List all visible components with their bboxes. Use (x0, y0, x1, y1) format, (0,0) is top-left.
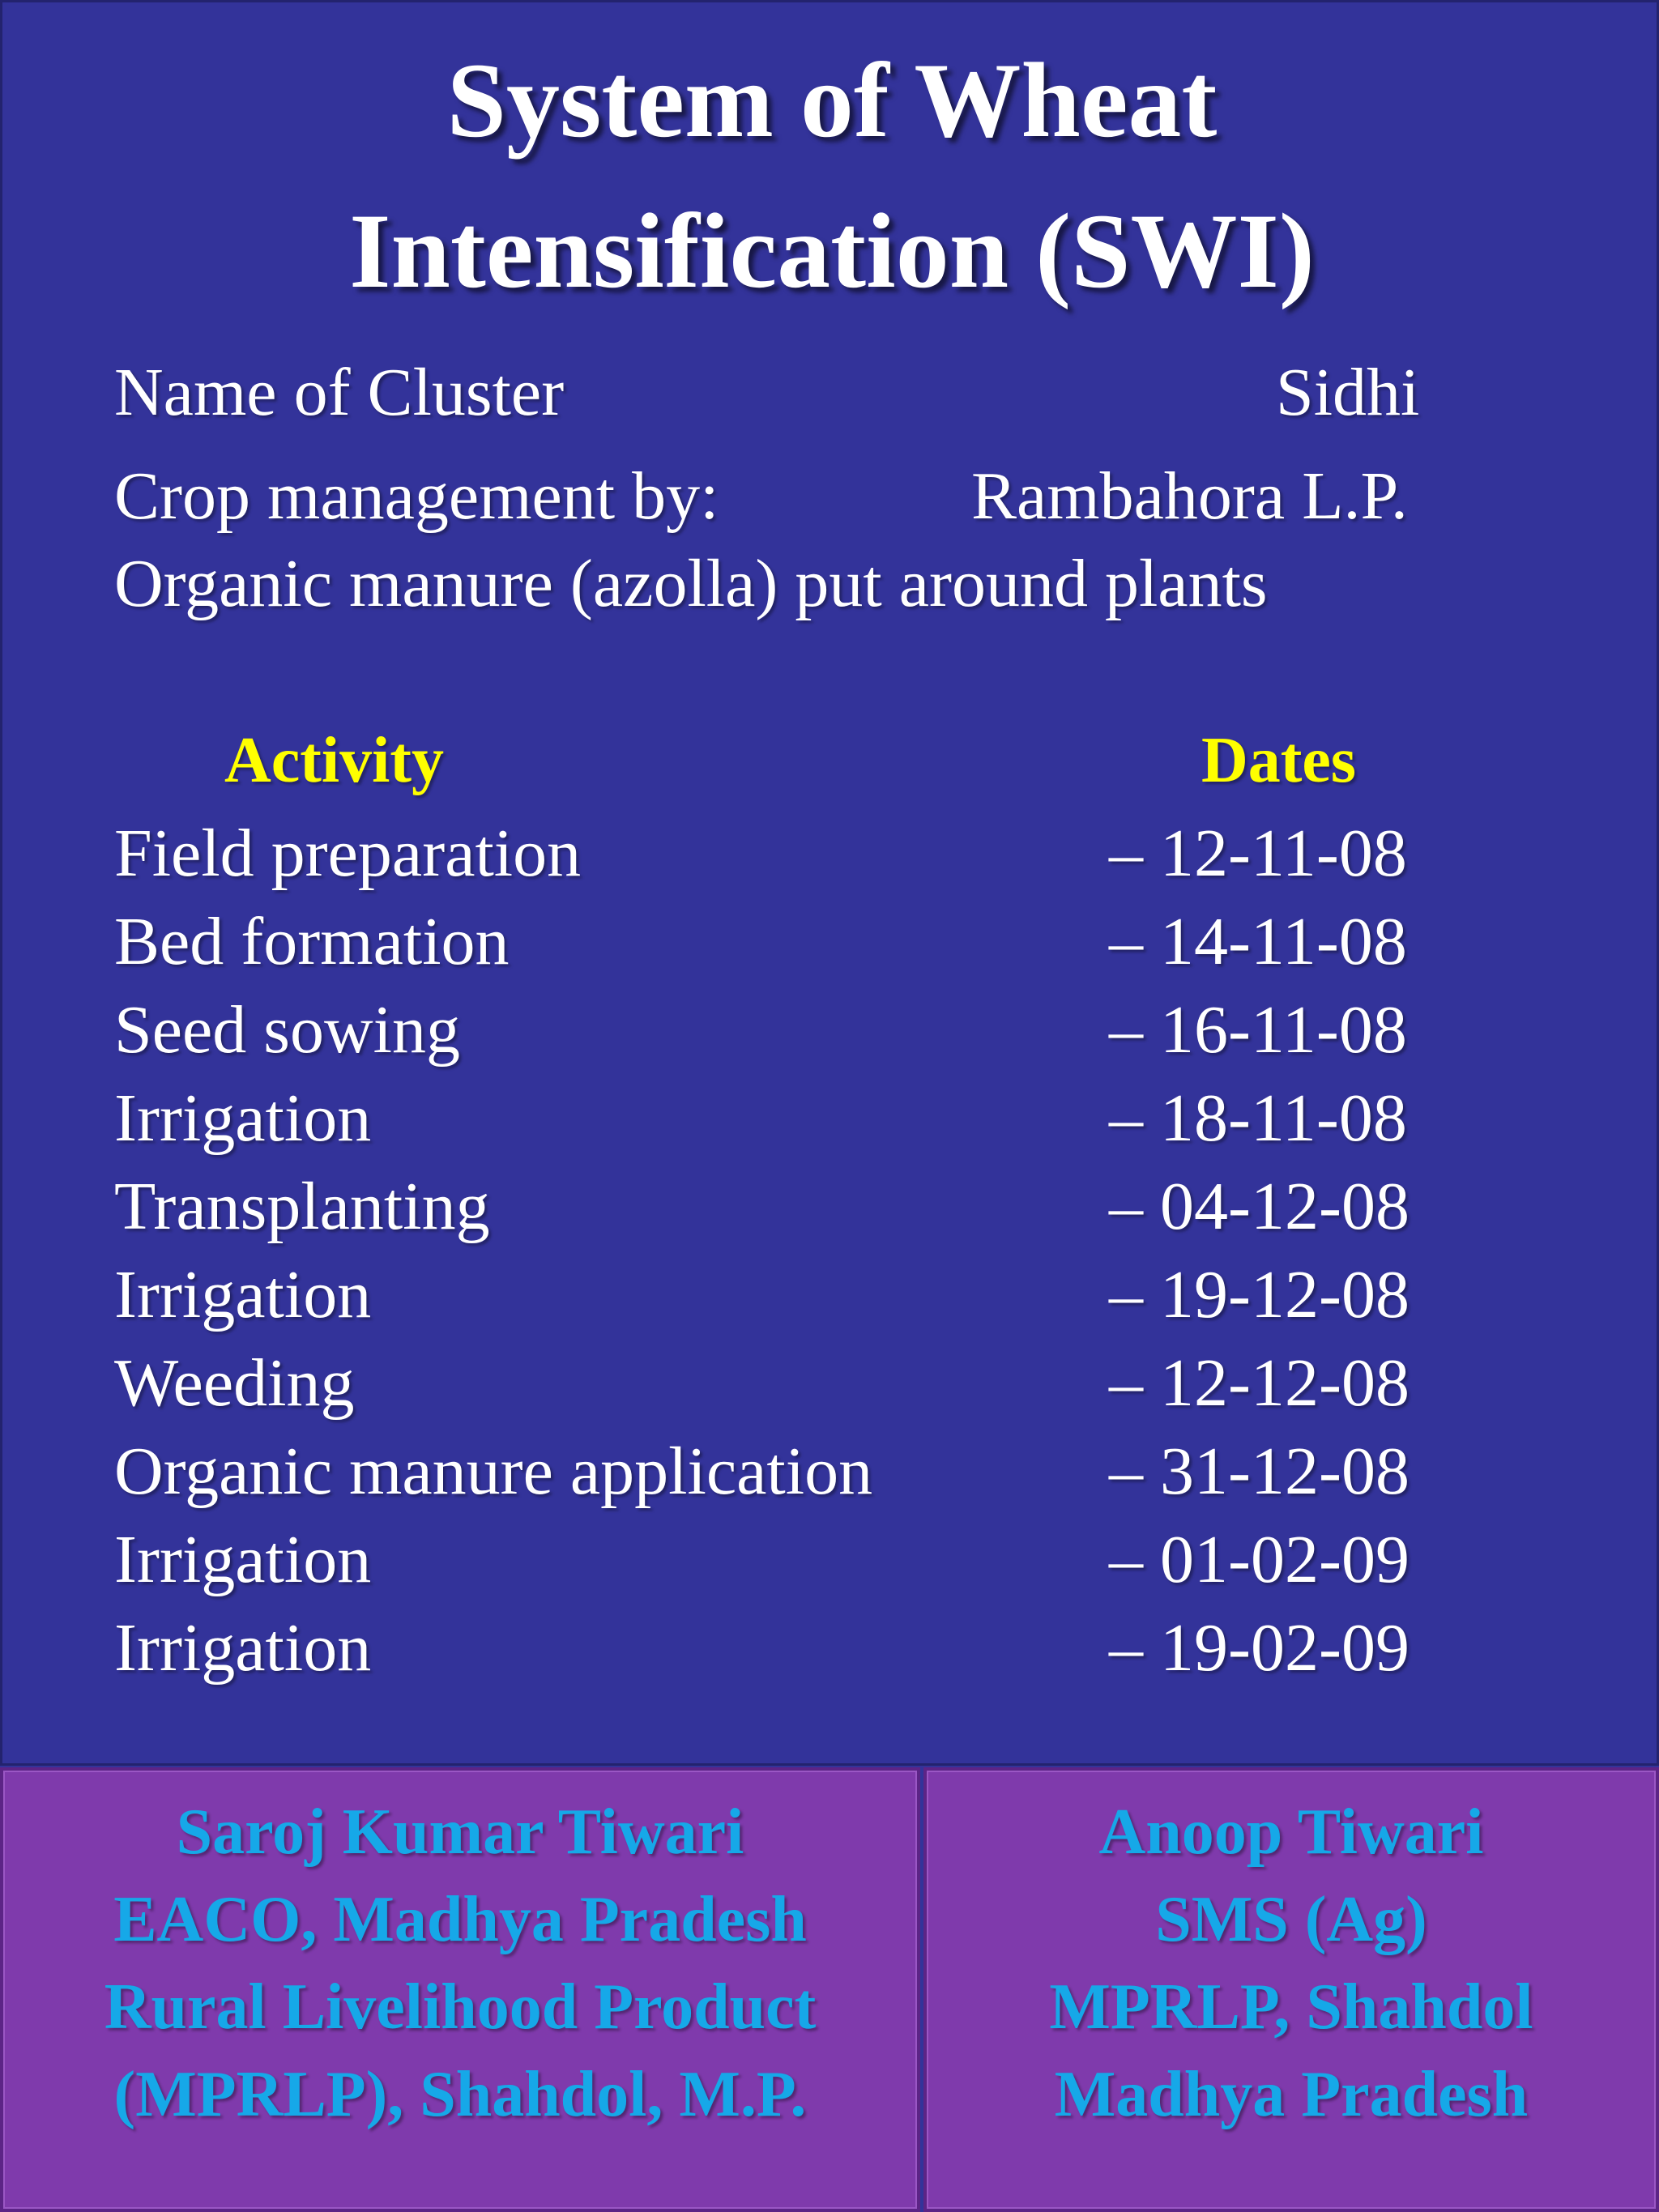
activity-date: – 12-11-08 (1109, 816, 1407, 891)
activity-date: – 01-02-09 (1109, 1522, 1410, 1597)
author-designation: SMS (Ag) (1155, 1884, 1427, 1955)
schedule-row (114, 1604, 1443, 1692)
author-credit-right (923, 1767, 1659, 2212)
activity-date: – 19-02-09 (1109, 1610, 1410, 1686)
activity-header: Activity (224, 725, 445, 796)
activity-schedule-list (114, 809, 1443, 1692)
activity-name: Seed sowing (114, 992, 460, 1068)
title-line-2: Intensification (SWI) (349, 191, 1315, 310)
activity-name: Weeding (114, 1345, 355, 1421)
activity-name: Field preparation (114, 816, 582, 891)
schedule-row (114, 897, 1443, 986)
author-designation: EACO, Madhya Pradesh (113, 1884, 807, 1955)
title-line-1: System of Wheat (446, 40, 1218, 160)
activity-date: – 12-12-08 (1109, 1345, 1410, 1421)
author-location: Madhya Pradesh (1054, 2059, 1529, 2130)
activity-date: – 19-12-08 (1109, 1257, 1410, 1332)
activity-date: – 14-11-08 (1109, 904, 1407, 979)
author-name: Anoop Tiwari (1098, 1796, 1484, 1868)
schedule-row (114, 1339, 1443, 1427)
management-label: Crop management by: (114, 458, 719, 534)
schedule-row (114, 809, 1443, 897)
cluster-value: Sidhi (1276, 355, 1420, 430)
activity-date: – 16-11-08 (1109, 992, 1407, 1068)
schedule-row (114, 1427, 1443, 1515)
schedule-row (114, 1251, 1443, 1339)
schedule-row (114, 1162, 1443, 1251)
activity-name: Bed formation (114, 904, 510, 979)
dates-header: Dates (1201, 725, 1357, 796)
activity-name: Transplanting (114, 1169, 490, 1244)
schedule-row (114, 986, 1443, 1074)
schedule-row (114, 1074, 1443, 1162)
management-value: Rambahora L.P. (971, 458, 1408, 534)
cluster-label: Name of Cluster (114, 355, 565, 430)
author-organization: Rural Livelihood Product (104, 1971, 817, 2043)
author-location: (MPRLP), Shahdol, M.P. (113, 2059, 807, 2130)
schedule-row (114, 1515, 1443, 1604)
page-title (2, 25, 1659, 326)
author-organization: MPRLP, Shahdol (1049, 1971, 1533, 2043)
activity-date: – 31-12-08 (1109, 1434, 1410, 1509)
activity-name: Irrigation (114, 1522, 372, 1597)
activity-name: Organic manure application (114, 1434, 873, 1509)
author-credit-left (0, 1767, 920, 2212)
author-name: Saroj Kumar Tiwari (176, 1796, 744, 1868)
activity-name: Irrigation (114, 1080, 372, 1156)
organic-note: Organic manure (azolla) put around plants (114, 546, 1268, 621)
activity-date: – 18-11-08 (1109, 1080, 1407, 1156)
activity-name: Irrigation (114, 1257, 372, 1332)
activity-date: – 04-12-08 (1109, 1169, 1410, 1244)
activity-name: Irrigation (114, 1610, 372, 1686)
